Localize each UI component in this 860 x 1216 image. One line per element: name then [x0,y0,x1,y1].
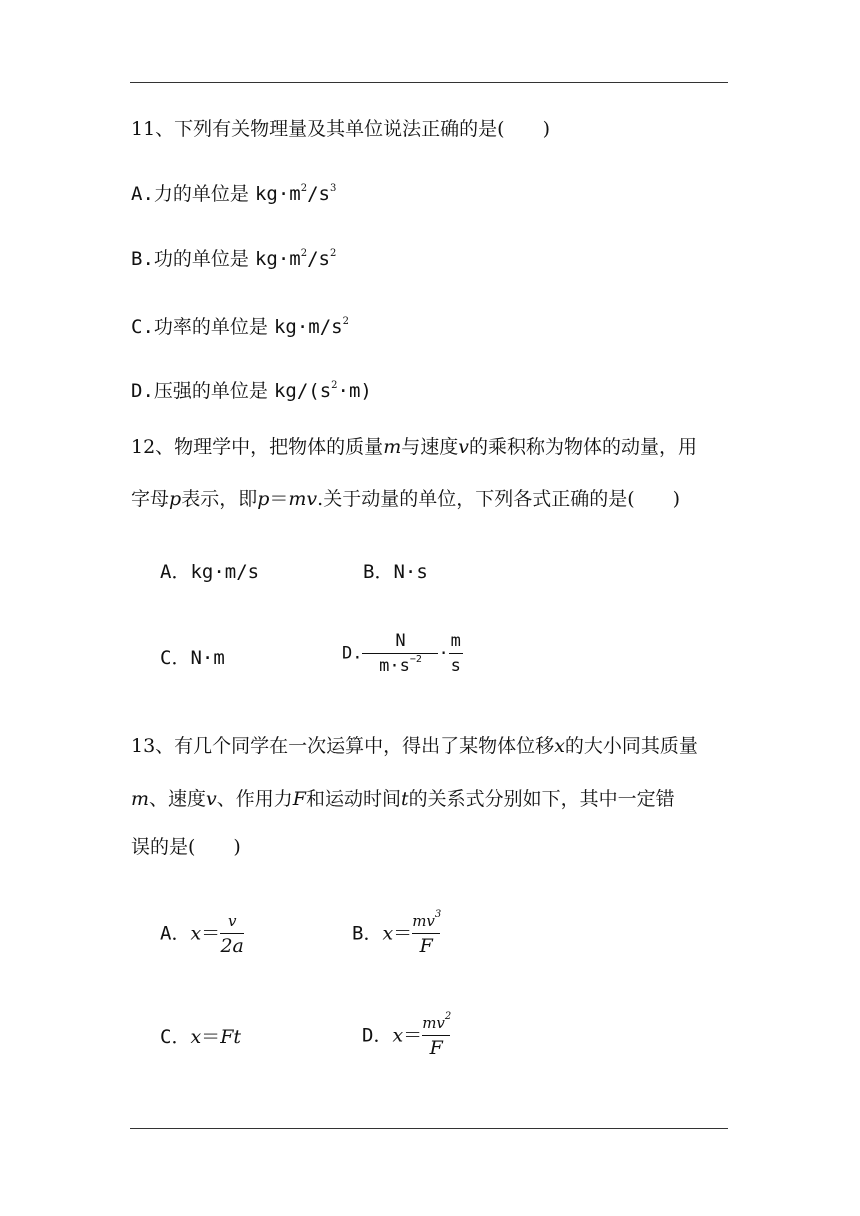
header-rule [130,82,728,83]
q12-d-fraction-2: $\frac{m}{s}$ [450,631,461,676]
q11-option-a: A.力的单位是 $kg\cdot m^2/s^3$ [131,183,337,205]
footer-rule [130,1128,728,1129]
q13-option-c: C．x＝Ft [160,1026,242,1048]
q12-option-b: B．N·s [363,561,428,583]
q13-stem-line2: m、速度v、作用力F和运动时间t的关系式分别如下，其中一定错 [131,788,675,810]
q13-option-a: A．x＝ $\frac{v}{2a}$ [160,912,244,957]
q12-stem-line2: 字母p表示，即p＝mv.关于动量的单位，下列各式正确的是( ) [131,488,681,510]
q12-option-a: A．kg·m/s [160,561,260,583]
q13-b-fraction: $\frac{mv^3}{F}$ [412,909,442,957]
q12-stem-line1: 12、物理学中，把物体的质量m与速度v的乘积称为物体的动量，用 [131,436,697,458]
q13-stem-line3: 误的是( ) [131,836,241,858]
q11-stem: 11、下列有关物理量及其单位说法正确的是( ) [131,118,551,140]
q13-option-d: D．x＝ $\frac{mv^2}{F}$ [362,1011,452,1059]
q12-option-d: D. $\frac{N}{m\cdot s^{-2}}$ · $\frac{m}{s}$ [342,631,461,676]
q11-option-b: B.功的单位是 $kg\cdot m^2/s^2$ [131,248,337,270]
q13-a-fraction: $\frac{v}{2a}$ [220,912,244,957]
q11-option-c: C.功率的单位是 $kg\cdot m/s^2$ [131,316,349,338]
q12-d-fraction-1: $\frac{N}{m\cdot s^{-2}}$ [362,630,438,677]
q13-option-b: B．x＝ $\frac{mv^3}{F}$ [352,909,442,957]
q13-d-fraction: $\frac{mv^2}{F}$ [422,1011,452,1059]
q13-stem-line1: 13、有几个同学在一次运算中，得出了某物体位移x的大小同其质量 [131,735,698,757]
q12-option-c: C．N·m [160,647,225,669]
q11-option-d: D.压强的单位是 $kg/(s^2\cdot m)$ [131,380,372,402]
